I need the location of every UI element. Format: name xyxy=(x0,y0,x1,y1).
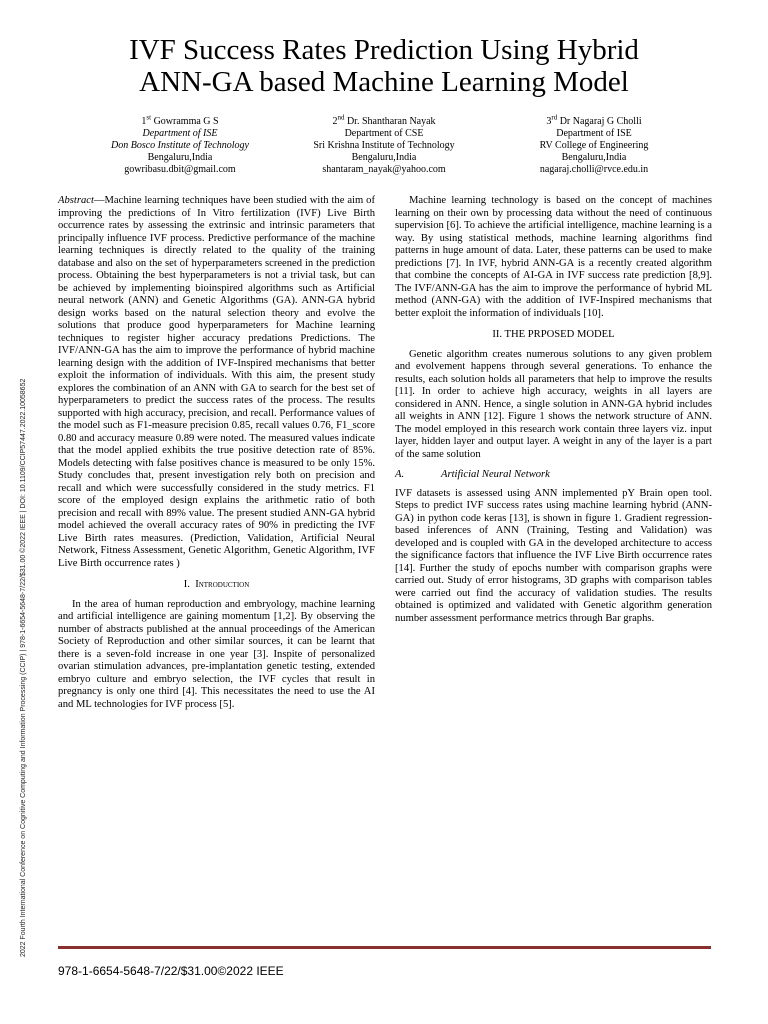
author-3-email[interactable]: nagaraj.cholli@rvce.edu.in xyxy=(539,164,649,175)
author-2-ordinal-suffix: nd xyxy=(337,113,345,122)
model-paragraph-2: IVF datasets is assessed using ANN implemented pY Brain open tool. Steps to predict IVF success rates using machine learning hybrid (ANN-GA) in python code keras [13], is shown in figure 1. Gradient regression-based inferences of ANN (Training, Testing and Validation) was developed and is coupled with GA in the developed architecture to access the significance factors that influence the IVF Live Birth occurrence rates [14]. Further the study of epochs number with comparison graphs were carried out. Study of error histograms, 3D graphs with comparison tables were carried out find the accuracy of validation studies. The results obtained is optimized and validated with Genetic algorithm generation number assessment performance metrics through Bar graphs. xyxy=(395,487,712,624)
author-1-ordinal-suffix: st xyxy=(146,113,152,122)
paper-title xyxy=(0,34,768,98)
author-1-dept: Department of ISE xyxy=(142,128,218,139)
author-2-dept: Department of CSE xyxy=(344,128,424,139)
intro-paragraph-1: In the area of human reproduction and embryology, machine learning and artificial intelligence are gaining momentum [1,2]. By observing the number of abstracts published at the annual proceedings of the American Society of Reproduction and other similar sources, it can be learnt that there is a seven-fold increase in one year [3]. Inspite of personalized ovarian stimulation advances, pre-implantation genetic testing, extended embryo culture and embryo selection, the IVF cycles that result in pregnancy is only one third [4]. This necessitates the need to use the AI and ML technologies for IVF process [5]. xyxy=(58,598,375,710)
author-2-city: Bengaluru,India xyxy=(351,152,417,163)
author-3-name: Dr Nagaraj G Cholli xyxy=(559,116,642,127)
intro-paragraph-2: Machine learning technology is based on the concept of machines learning on their own by processing data without the need of continuous supervision [6]. To achieve the artificial intelligence, machine learning is a way. By using statistical methods, machine learning algorithms find patterns in huge amount of data. Later, these patterns can be used to make predictions [7]. In IVF, hybrid ANN-GA is a recently created algorithm that combine the concepts of AI-GA in IVF success rate prediction [8,9]. The IVF/ANN-GA has the aim to improve the performance of hybrid ML method (ANN-GA) with the addition of IVF-Inspired mechanisms that better exploit the information of individuals [10]. xyxy=(395,195,712,319)
title-line-2: ANN-GA based Machine Learning Model xyxy=(139,66,629,98)
author-2 xyxy=(264,113,504,176)
author-1-city: Bengaluru,India xyxy=(147,152,213,163)
author-1-ordinal: 1 xyxy=(141,116,147,127)
right-column xyxy=(395,195,712,625)
left-column xyxy=(58,195,375,711)
abstract-label: Abstract xyxy=(58,195,94,206)
abstract-text: —Machine learning techniques have been studied with the aim of improving the predictions of In Vitro fertilization (IVF) Live Birth occurrence rates by assessing the extrinsic and intrinsic parameters that principally influence IVF process. Predictive performance of the machine learning techniques is directly related to the quality of the training database and also on the set of hyperparameters screened in the prediction process. Obtaining the best hyperparameters is not a trivial task, but can be achieved by implementing bioinspired algorithms such as Artificial neural network (ANN) and Genetic Algorithms (GA). ANN-GA hybrid design works based on the natural selection theory and evolve the solutions that produce good hyperparameters for Machine learning techniques to register higher accuracy predations Predictions. The IVF/ANN-GA has the aim to improve the performance of hybrid machine learning design with the addition of IVF-Inspired mechanisms that better exploit the information of individuals. With this aim, the present study explores the combination of an ANN with GA to search for the best set of hyperparameters to predict the success rates of the process. The results supported with high accuracy, precision, and recall. Performance values of the model such as F1-measure precision 0.85, recall values 0.76, F1_score 0.80 and accuracy measure 0.89 were noted. The measured values indicate that the model applied exhibits the true positive detection rate of 85%. Models detecting with false positives chance is measured to be only 15%. Study concludes that, present investigation rely both on precision and recall and which were successfully considered in the study metrics. F1 score of the employed design explains the arithmetic ratio of both precision and recall with 89% value. The present studied ANN-GA hybrid model achieved the overall accuracy rates of 90% in predicting the IVF Live Birth rates measures. (Prediction, Validation, Artificial Neural Network, Fitness Assessment, Genetic Algorithm, Genetic Algorithm, IVF Live Birth occurrence rates ) xyxy=(58,195,375,569)
author-3-ordinal: 3 xyxy=(546,116,552,127)
abstract xyxy=(58,195,375,570)
author-1-email[interactable]: gowribasu.dbit@gmail.com xyxy=(124,164,236,175)
conference-side-note: 2022 Fourth International Conference on Cognitive Computing and Information Processing (CCIP) | 978-1-6654-5648-7/22/$31.00 ©2022 IEEE | DOI: 10.1109/CCIP57447.2022.10058652 xyxy=(20,378,27,957)
author-3-city: Bengaluru,India xyxy=(561,152,627,163)
title-line-1: IVF Success Rates Prediction Using Hybrid xyxy=(129,34,639,66)
footer-copyright: 978-1-6654-5648-7/22/$31.00©2022 IEEE xyxy=(58,964,284,978)
author-3-dept: Department of ISE xyxy=(556,128,632,139)
author-1-name: Gowramma G S xyxy=(153,116,219,127)
section-heading-introduction: I. Introduction xyxy=(183,579,250,590)
author-2-name: Dr. Shantharan Nayak xyxy=(346,116,436,127)
author-1-inst: Don Bosco Institute of Technology xyxy=(111,140,249,151)
subsection-heading-ann: A. Artificial Neural Network xyxy=(395,469,550,480)
footer-rule xyxy=(58,946,711,949)
author-2-email[interactable]: shantaram_nayak@yahoo.com xyxy=(322,164,446,175)
author-2-inst: Sri Krishna Institute of Technology xyxy=(313,140,455,151)
model-paragraph-1: Genetic algorithm creates numerous solutions to any given problem and evolvement happens through several generations. To enhance the results, each solution holds all parameters that help to improve the results [11]. In order to achieve high accuracy, weights in all layers are considered in ANN. Hence, a single solution in ANN-GA hybrid includes all weights in ANN [12]. Figure 1 shows the network structure of ANN. The model employed in this research work contain three layers viz. input layer, hidden layer and output layer. A weight in any of the layer is a part of the same solution xyxy=(395,348,712,460)
author-3-ordinal-suffix: rd xyxy=(551,113,558,122)
author-3 xyxy=(474,113,714,176)
author-3-inst: RV College of Engineering xyxy=(539,140,649,151)
author-2-ordinal: 2 xyxy=(332,116,338,127)
section-heading-proposed-model: II. THE PRPOSED MODEL xyxy=(492,329,615,340)
